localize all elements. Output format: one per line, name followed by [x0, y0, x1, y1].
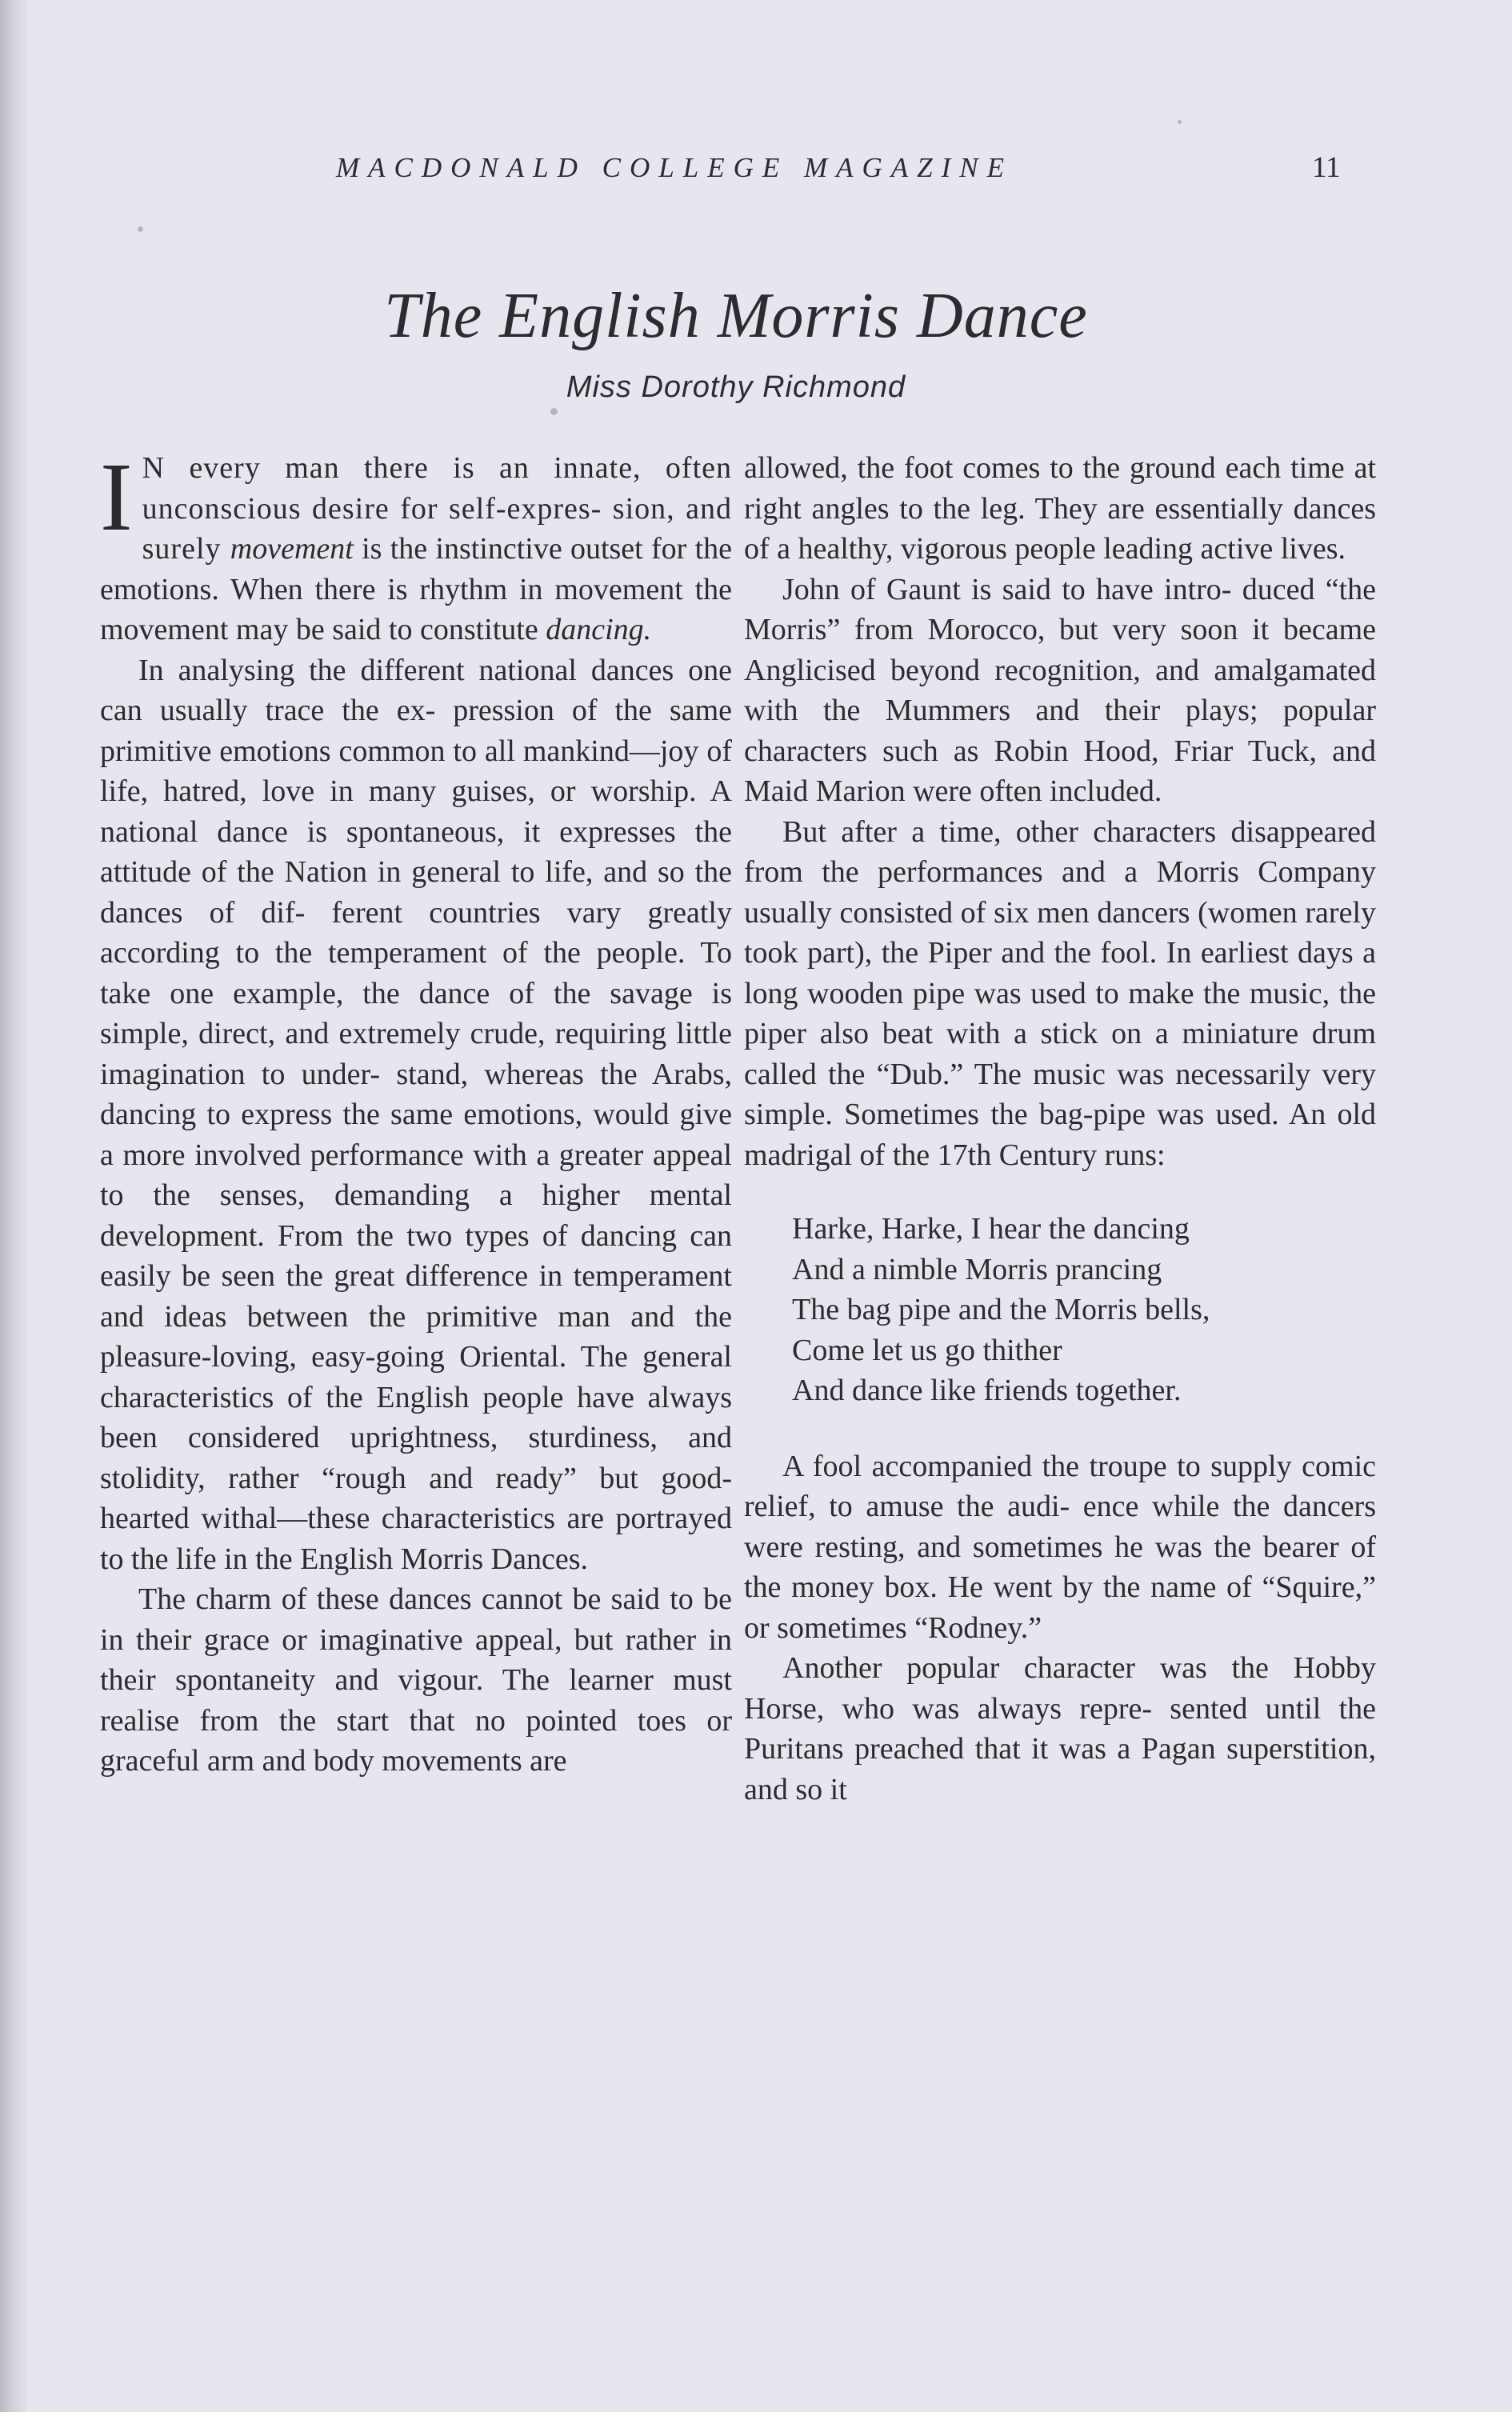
paragraph-3: The charm of these dances cannot be said to be in their grace or imaginative appeal, but rather in their spontaneity and vigour. The learner must realise from the start that no pointed toes or graceful arm and body movements are	[100, 1582, 732, 1778]
paper-speck	[138, 226, 143, 232]
paragraph-2: In analysing the different national dances one can usually trace the ex- pression of the same primitive emotions common to all mankind—joy of life, hatred, love in many guises, or worship. A national dance is spontaneous, it expresses the attitude of the Nation in general to life, and so the dances of dif- ferent countries vary greatly according to the temperament of the people. To take one example, the dance of the savage is simple, direct, and extremely crude, requiring little imagination to under- stand, whereas the Arabs, dancing to express the same emotions, would give a more involved performance with a greater appeal to the senses, demanding a higher mental development. From the two types of dancing can easily be seen the great difference in temperament and ideas between the primitive man and the pleasure-loving, easy-going Oriental. The general characteristics of the English people have always been considered uprightness, sturdiness, and stolidity, rather “rough and ready” but good- hearted withal—these characteristics are portrayed to the life in the English Morris Dances.	[100, 653, 732, 1576]
paragraph-1-lead: N every man there is an innate, often unconscious desire for self-expres- sion, and surely	[142, 451, 732, 566]
verse-line: Come let us go thither	[792, 1333, 1062, 1367]
paragraph-1-middle: is the instinctive outset for the emotions. When there is rhythm in movement the movement may be said to constitute	[100, 532, 732, 646]
paper-speck	[550, 408, 558, 415]
paragraph-6: But after a time, other characters disappeared from the performances and a Morris Company usually consisted of six men dancers (women rarely took part), the Piper and the fool. In earliest days a long wooden pipe was used to make the music, the piper also beat with a stick on a miniature drum called the “Dub.” The music was necessarily very simple. Sometimes the bag-pipe was used. An old madrigal of the 17th Century runs:	[744, 814, 1376, 1172]
madrigal-verse	[792, 1209, 1376, 1411]
article-title: The English Morris Dance	[384, 281, 1088, 351]
emphasis-movement: movement	[230, 532, 354, 566]
emphasis-dancing: dancing.	[546, 613, 652, 646]
paragraph-8: Another popular character was the Hobby Horse, who was always repre- sented until the Puritans preached that it was a Pagan superstition, and so it	[744, 1651, 1376, 1806]
left-column	[100, 443, 732, 1782]
article-author: Miss Dorothy Richmond	[566, 370, 906, 404]
paper-speck	[1178, 120, 1182, 124]
paragraph-1	[100, 443, 732, 650]
paragraph-4: allowed, the foot comes to the ground each time at right angles to the leg. They are essentially dances of a healthy, vigorous people leading active lives.	[744, 451, 1376, 566]
paragraph-7: A fool accompanied the troupe to supply comic relief, to amuse the audi- ence while the dancers were resting, and sometimes he was the bearer of the money box. He went by the name of “Squire,” or sometimes “Rodney.”	[744, 1449, 1376, 1645]
drop-cap: I	[100, 443, 133, 551]
paragraph-5: John of Gaunt is said to have intro- duced “the Morris” from Morocco, but very soon it became Anglicised beyond recognition, and amalgamated with the Mummers and their plays; popular characters such as Robin Hood, Friar Tuck, and Maid Marion were often included.	[744, 572, 1376, 808]
verse-line: The bag pipe and the Morris bells,	[792, 1293, 1210, 1326]
right-column	[744, 448, 1376, 1810]
running-head: MACDONALD COLLEGE MAGAZINE	[336, 152, 1014, 183]
verse-line: Harke, Harke, I hear the dancing	[792, 1212, 1190, 1246]
verse-line: And a nimble Morris prancing	[792, 1252, 1162, 1286]
verse-line: And dance like friends together.	[792, 1374, 1182, 1407]
page-number: 11	[1312, 151, 1341, 184]
page-binding-edge	[0, 0, 27, 2412]
